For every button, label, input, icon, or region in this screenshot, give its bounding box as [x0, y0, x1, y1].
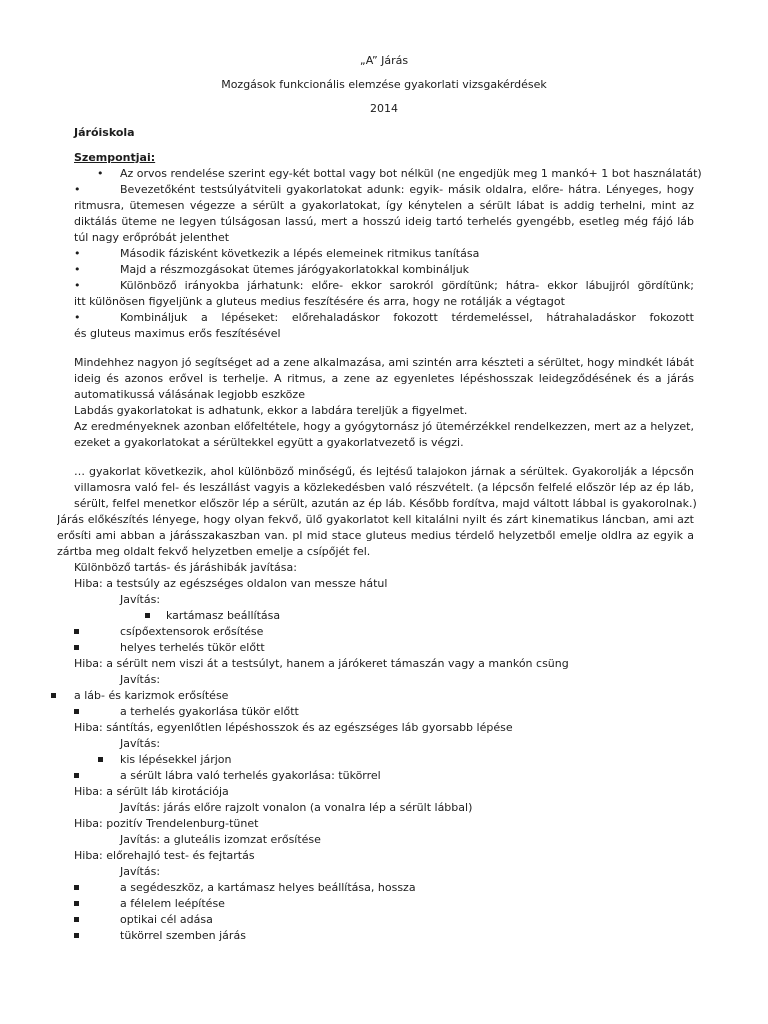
section-title: Járóiskola: [74, 126, 135, 139]
error-item: Hiba: a sérült nem viszi át a testsúlyt, hanem a járókeret támaszán vagy a mankón csüng: [74, 657, 569, 670]
square-bullet-icon: [98, 757, 103, 762]
fix-label: Javítás:: [120, 673, 161, 686]
error-item: Hiba: a testsúly az egészséges oldalon van messze hátul: [74, 577, 388, 590]
fix-item: a segédeszköz, a kartámasz helyes beállítása, hossza: [120, 881, 416, 894]
fix-item: csípőextensorok erősítése: [120, 625, 264, 638]
square-bullet-icon: [74, 917, 79, 922]
fix-item: a sérült lábra való terhelés gyakorlása: tükörrel: [120, 769, 381, 782]
bullet-icon: •: [74, 183, 81, 196]
fix-item: kis lépésekkel járjon: [120, 753, 232, 766]
fix-text: Javítás: a gluteális izomzat erősítése: [120, 833, 321, 846]
bullet-icon: •: [74, 263, 81, 276]
criteria-item-5-line-1: Különböző irányokba járhatunk: előre- ekkor sarokról gördítünk; hátra- ekkor lábujjról gördítünk;: [120, 279, 694, 292]
prep-paragraph-line-1: Járás előkészítés lényege, hogy olyan fekvő, ülő gyakorlatot kell kitalálni nyilt és zárt kinematikus láncban, ami azt: [57, 513, 694, 526]
fix-item: optikai cél adása: [120, 913, 213, 926]
fix-label: Javítás:: [120, 737, 161, 750]
error-item: Hiba: pozitív Trendelenburg-tünet: [74, 817, 259, 830]
criteria-item-6-line-2: és gluteus maximus erős feszítésével: [74, 327, 281, 340]
square-bullet-icon: [145, 613, 150, 618]
surface-paragraph-line-3: sérült, felfel menetkor először lép a sérült, azután az ép láb. Később fordítva, majd váltott lábbal is gyakorolnak.): [74, 497, 697, 510]
criteria-item-2-line-4: túl nagy erőpróbát jelenthet: [74, 231, 230, 244]
square-bullet-icon: [74, 629, 79, 634]
square-bullet-icon: [74, 901, 79, 906]
bullet-icon: •: [97, 167, 104, 180]
fix-item: a félelem leépítése: [120, 897, 225, 910]
fix-item: kartámasz beállítása: [166, 609, 281, 622]
criteria-item-2-line-1: Bevezetőként testsúlyátviteli gyakorlatokat adunk: egyik- másik oldalra, előre- hátra. Lényeges, hogy: [120, 183, 694, 196]
fix-item: a terhelés gyakorlása tükör előtt: [120, 705, 299, 718]
criteria-item-3: Második fázisként következik a lépés elemeinek ritmikus tanítása: [120, 247, 480, 260]
fix-label: Javítás:: [120, 865, 161, 878]
criteria-item-1: Az orvos rendelése szerint egy-két bottal vagy bot nélkül (ne engedjük meg 1 mankó+ 1 bot használatát): [120, 167, 702, 180]
square-bullet-icon: [74, 933, 79, 938]
criteria-item-2-line-3: diktálás üteme ne legyen túlságosan lassú, mert a hosszú ideig tartó terhelés gyengébb, esetleg még fájó láb: [74, 215, 694, 228]
surface-paragraph-line-1: … gyakorlat következik, ahol különböző minőségű, és lejtésű talajokon járnak a sérültek. Gyakorolják a lépcsőn: [74, 465, 694, 478]
prep-paragraph-line-2: erősíti ami abban a járásszakaszban van. pl mid stace gluteus medius térdelő helyzetből emelje oldlra az egyik a: [57, 529, 694, 542]
bullet-icon: •: [74, 279, 81, 292]
fix-label: Javítás:: [120, 593, 161, 606]
error-item: Hiba: a sérült láb kirotációja: [74, 785, 229, 798]
doc-subtitle: Mozgások funkcionális elemzése gyakorlati vizsgakérdések: [221, 78, 547, 91]
square-bullet-icon: [74, 773, 79, 778]
square-bullet-icon: [74, 885, 79, 890]
error-item: Hiba: előrehajló test- és fejtartás: [74, 849, 255, 862]
doc-year: 2014: [370, 102, 398, 115]
prep-paragraph-line-3: zártba meg oldalt fekvő helyzetben emelje a csípőjét fel.: [57, 545, 371, 558]
result-paragraph-line-2: ezeket a gyakorlatokat a sérültekkel együtt a gyakorlatvezető is végzi.: [74, 436, 464, 449]
music-paragraph-line-2: ideig és azonos erővel is terhelje. A ritmus, a zene az egyenletes lépéshosszak leidegződésének és a járás: [74, 372, 694, 385]
fix-text: Javítás: járás előre rajzolt vonalon (a vonalra lép a sérült lábbal): [120, 801, 473, 814]
square-bullet-icon: [74, 645, 79, 650]
music-paragraph-line-1: Mindehhez nagyon jó segítséget ad a zene alkalmazása, ami szintén arra készteti a sérültet, hogy mindkét lábát: [74, 356, 694, 369]
criteria-item-4: Majd a részmozgásokat ütemes járógyakorlatokkal kombináljuk: [120, 263, 470, 276]
errors-intro: Különböző tartás- és járáshibák javítása:: [74, 561, 297, 574]
criteria-item-2-line-2: ritmusra, ütemesen végezze a sérült a gyakorlatokat, így kénytelen a sérült lábat is addig terhelni, mint az: [74, 199, 694, 212]
bullet-icon: •: [74, 247, 81, 260]
fix-item: tükörrel szemben járás: [120, 929, 246, 942]
doc-title: „A” Járás: [359, 54, 409, 67]
error-item: Hiba: sántítás, egyenlőtlen lépéshosszok és az egészséges láb gyorsabb lépése: [74, 721, 513, 734]
criteria-item-6-line-1: Kombináljuk a lépéseket: előrehaladáskor fokozott térdemeléssel, hátrahaladáskor fokozott: [120, 311, 694, 324]
criteria-heading: Szempontjai:: [74, 151, 156, 164]
square-bullet-icon: [74, 709, 79, 714]
ball-paragraph: Labdás gyakorlatokat is adhatunk, ekkor a labdára tereljük a figyelmet.: [74, 404, 468, 417]
criteria-item-5-line-2: itt különösen figyeljünk a gluteus medius feszítésére és arra, hogy ne rotálják a végtagot: [74, 295, 565, 308]
fix-item: helyes terhelés tükör előtt: [120, 641, 265, 654]
surface-paragraph-line-2: villamosra való fel- és leszállást vagyis a közlekedésben való részvételt. (a lépcsőn felfelé először lép az ép láb,: [74, 481, 694, 494]
music-paragraph-line-3: automatikussá válásának legjobb eszköze: [74, 388, 305, 401]
bullet-icon: •: [74, 311, 81, 324]
square-bullet-icon: [51, 693, 56, 698]
result-paragraph-line-1: Az eredményeknek azonban előfeltétele, hogy a gyógytornász jó ütemérzékkel rendelkezzen, mert az a helyzet,: [74, 420, 694, 433]
fix-item: a láb- és karizmok erősítése: [74, 689, 229, 702]
